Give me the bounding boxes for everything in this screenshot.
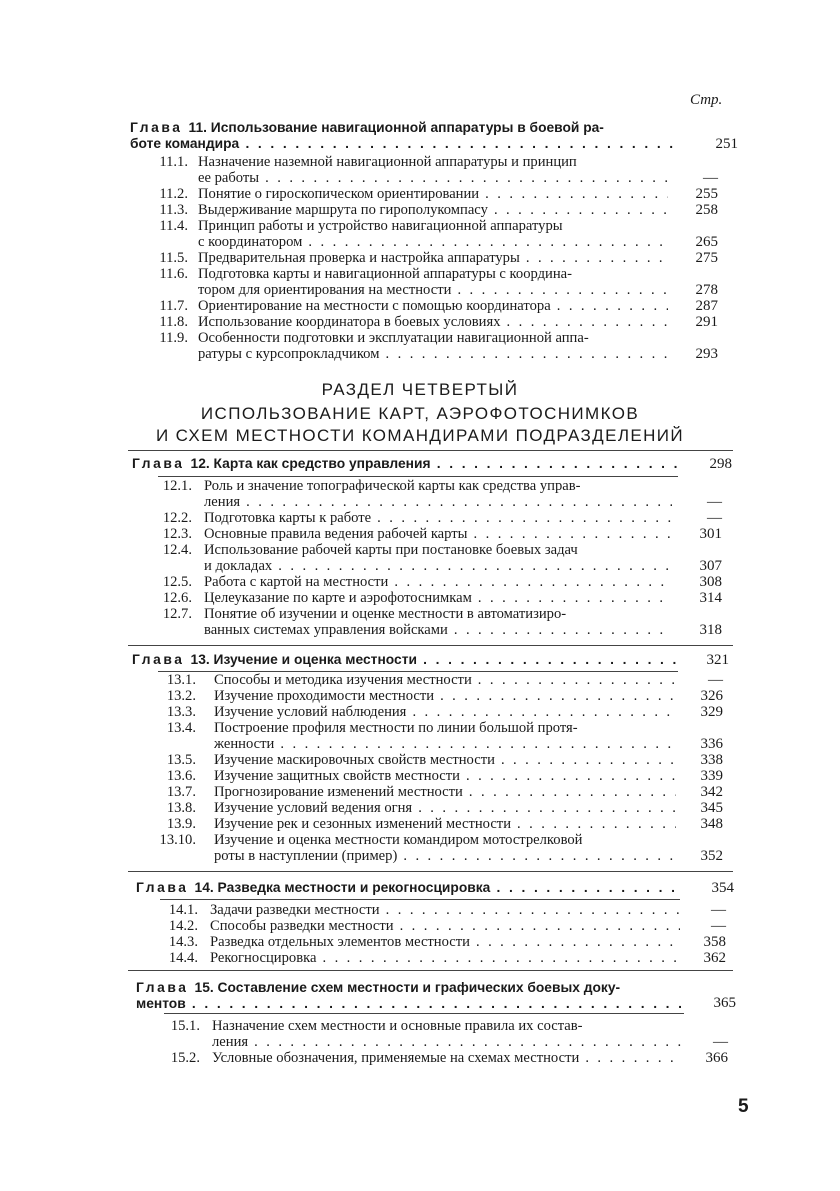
- entry-title-line2: ратуры с курсопрокладчиком . . .: [198, 346, 668, 362]
- entry-title-line2: с координатором . . .: [198, 234, 668, 250]
- entry-title-line2: ванных системах управления войсками . . .: [204, 622, 672, 638]
- chapter-rule: [128, 871, 733, 872]
- entry-title-line2: роты в наступлении (пример) . . .: [214, 848, 676, 864]
- entry-page: 339: [700, 768, 723, 784]
- entry-title-line2: женности . . .: [214, 736, 676, 752]
- entry-number: 12.7.: [162, 606, 192, 622]
- entry-title-line1: Использование рабочей карты при постановке боевых задач: [204, 542, 578, 558]
- chapter-title-line1: 15. Составление схем местности и графических боевых доку-: [194, 980, 621, 995]
- entry-page: 336: [700, 736, 723, 752]
- page-column-label: Стр.: [690, 92, 723, 108]
- entry-title: Прогнозирование изменений местности . . .: [214, 784, 676, 800]
- entry-page: 293: [695, 346, 718, 362]
- entry-number: 11.9.: [159, 330, 188, 346]
- chapter-rule: [158, 476, 678, 477]
- chapter-prefix: Глава: [136, 880, 189, 895]
- chapter-rule: [128, 970, 733, 971]
- entry-title-line1: Изучение и оценка местности командиром мотострелковой: [214, 832, 583, 848]
- chapter-title-line2: боте командира . . .: [130, 136, 675, 152]
- entry-page: 318: [699, 622, 722, 638]
- entry-number: 15.1.: [170, 1018, 200, 1034]
- entry-title-line1: Особенности подготовки и эксплуатации навигационной аппа-: [198, 330, 589, 346]
- entry-page: 326: [700, 688, 723, 704]
- entry-number: 11.5.: [159, 250, 188, 266]
- entry-page: 329: [700, 704, 723, 720]
- entry-number: 11.7.: [159, 298, 188, 314]
- entry-title: Изучение условий наблюдения . . .: [214, 704, 676, 720]
- entry-title: Изучение проходимости местности . . .: [214, 688, 676, 704]
- entry-title-line2: тором для ориентирования на местности . . .: [198, 282, 668, 298]
- entry-title-line2: и докладах . . .: [204, 558, 672, 574]
- entry-number: 11.8.: [159, 314, 188, 330]
- entry-page: 362: [703, 950, 726, 966]
- entry-page: 291: [695, 314, 718, 330]
- entry-title: Способы разведки местности . . .: [210, 918, 680, 934]
- entry-page: 314: [699, 590, 722, 606]
- chapter-title-line2: ментов . . .: [136, 996, 681, 1012]
- entry-title-line2: ления . . .: [212, 1034, 682, 1050]
- entry-page: —: [707, 510, 722, 526]
- entry-title-line1: Назначение схем местности и основные правила их состав-: [212, 1018, 583, 1034]
- entry-number: 13.2.: [166, 688, 196, 704]
- entry-number: 15.2.: [170, 1050, 200, 1066]
- entry-title-line2: ления . . .: [204, 494, 672, 510]
- entry-title: Изучение защитных свойств местности . . .: [214, 768, 676, 784]
- entry-number: 13.1.: [166, 672, 196, 688]
- entry-number: 11.2.: [159, 186, 188, 202]
- section-rule: [128, 450, 733, 451]
- entry-page: 275: [695, 250, 718, 266]
- entry-number: 13.4.: [166, 720, 196, 736]
- chapter-title: 14. Разведка местности и рекогносцировка: [194, 880, 491, 895]
- chapter-page: 354: [711, 880, 734, 896]
- entry-title: Изучение условий ведения огня . . .: [214, 800, 676, 816]
- entry-title: Основные правила ведения рабочей карты . . .: [204, 526, 672, 542]
- chapter-page: 365: [713, 995, 736, 1011]
- entry-number: 12.5.: [162, 574, 192, 590]
- page-number: 5: [738, 1096, 749, 1117]
- entry-number: 12.4.: [162, 542, 192, 558]
- entry-title: Подготовка карты к работе . . .: [204, 510, 672, 526]
- entry-title: Понятие о гироскопическом ориентировании . . .: [198, 186, 668, 202]
- chapter-title: 12. Карта как средство управления: [190, 456, 431, 471]
- entry-number: 13.6.: [166, 768, 196, 784]
- entry-title-line2: ее работы . . .: [198, 170, 668, 186]
- entry-page: —: [708, 672, 723, 688]
- entry-page: 348: [700, 816, 723, 832]
- entry-page: —: [711, 902, 726, 918]
- entry-title: Изучение маскировочных свойств местности . . .: [214, 752, 676, 768]
- entry-page: 345: [700, 800, 723, 816]
- entry-number: 13.7.: [166, 784, 196, 800]
- entry-page: —: [707, 494, 722, 510]
- entry-title: Условные обозначения, применяемые на схемах местности . . .: [212, 1050, 682, 1066]
- entry-number: 11.3.: [159, 202, 188, 218]
- chapter-rule: [128, 645, 733, 646]
- chapter-rule: [160, 899, 680, 900]
- entry-page: 301: [699, 526, 722, 542]
- entry-number: 12.1.: [162, 478, 192, 494]
- entry-number: 13.10.: [159, 832, 196, 848]
- entry-page: 255: [695, 186, 718, 202]
- entry-number: 13.8.: [166, 800, 196, 816]
- entry-number: 11.6.: [159, 266, 188, 282]
- entry-page: —: [703, 170, 718, 186]
- chapter-page: 298: [709, 456, 732, 472]
- chapter-prefix: Глава: [136, 980, 189, 995]
- entry-number: 14.3.: [168, 934, 198, 950]
- entry-number: 12.2.: [162, 510, 192, 526]
- entry-title: Работа с картой на местности . . .: [204, 574, 672, 590]
- entry-number: 14.2.: [168, 918, 198, 934]
- entry-page: 287: [695, 298, 718, 314]
- entry-page: 338: [700, 752, 723, 768]
- entry-page: 278: [695, 282, 718, 298]
- entry-title: Ориентирование на местности с помощью координатора . . .: [198, 298, 668, 314]
- chapter-prefix: Глава: [132, 652, 185, 667]
- entry-page: 258: [695, 202, 718, 218]
- entry-title-line1: Понятие об изучении и оценке местности в автоматизиро-: [204, 606, 567, 622]
- entry-page: —: [711, 918, 726, 934]
- entry-title-line1: Построение профиля местности по линии большой протя-: [214, 720, 578, 736]
- entry-page: —: [713, 1034, 728, 1050]
- entry-title: Целеуказание по карте и аэрофотоснимкам . . .: [204, 590, 672, 606]
- entry-title: Рекогносцировка . . .: [210, 950, 680, 966]
- chapter-page: 251: [715, 136, 738, 152]
- entry-number: 12.3.: [162, 526, 192, 542]
- entry-number: 13.3.: [166, 704, 196, 720]
- entry-number: 11.4.: [159, 218, 188, 234]
- entry-title: Использование координатора в боевых условиях . . .: [198, 314, 668, 330]
- chapter-prefix: Глава: [132, 456, 185, 471]
- entry-page: 265: [695, 234, 718, 250]
- section-title: РАЗДЕЛ ЧЕТВЕРТЫЙ: [321, 380, 519, 399]
- entry-page: 307: [699, 558, 722, 574]
- entry-page: 352: [700, 848, 723, 864]
- entry-number: 14.1.: [168, 902, 198, 918]
- entry-number: 11.1.: [159, 154, 188, 170]
- entry-page: 308: [699, 574, 722, 590]
- entry-number: 12.6.: [162, 590, 192, 606]
- entry-number: 14.4.: [168, 950, 198, 966]
- entry-title-line1: Роль и значение топографической карты как средства управ-: [204, 478, 581, 494]
- entry-number: 13.5.: [166, 752, 196, 768]
- entry-title: Предварительная проверка и настройка аппаратуры . . .: [198, 250, 668, 266]
- entry-title: Изучение рек и сезонных изменений местности . . .: [214, 816, 676, 832]
- entry-title: Разведка отдельных элементов местности . . .: [210, 934, 680, 950]
- section-subtitle-line1: ИСПОЛЬЗОВАНИЕ КАРТ, АЭРОФОТОСНИМКОВ: [200, 404, 640, 423]
- entry-page: 342: [700, 784, 723, 800]
- entry-title-line1: Назначение наземной навигационной аппаратуры и принцип: [198, 154, 577, 170]
- entry-title: Выдерживание маршрута по гирополукомпасу . . .: [198, 202, 668, 218]
- entry-title-line1: Принцип работы и устройство навигационной аппаратуры: [198, 218, 563, 234]
- entry-page: 358: [703, 934, 726, 950]
- entry-page: 366: [705, 1050, 728, 1066]
- chapter-title: 13. Изучение и оценка местности: [190, 652, 417, 667]
- section-subtitle-line2: И СХЕМ МЕСТНОСТИ КОМАНДИРАМИ ПОДРАЗДЕЛЕНИЙ: [155, 426, 685, 445]
- entry-title: Задачи разведки местности . . .: [210, 902, 680, 918]
- chapter-prefix: Глава: [130, 120, 183, 135]
- entry-title: Способы и методика изучения местности . . .: [214, 672, 676, 688]
- entry-number: 13.9.: [166, 816, 196, 832]
- entry-title-line1: Подготовка карты и навигационной аппаратуры с координа-: [198, 266, 572, 282]
- chapter-rule: [164, 1013, 684, 1014]
- chapter-page: 321: [706, 652, 729, 668]
- chapter-title-line1: 11. Использование навигационной аппаратуры в боевой ра-: [188, 120, 604, 135]
